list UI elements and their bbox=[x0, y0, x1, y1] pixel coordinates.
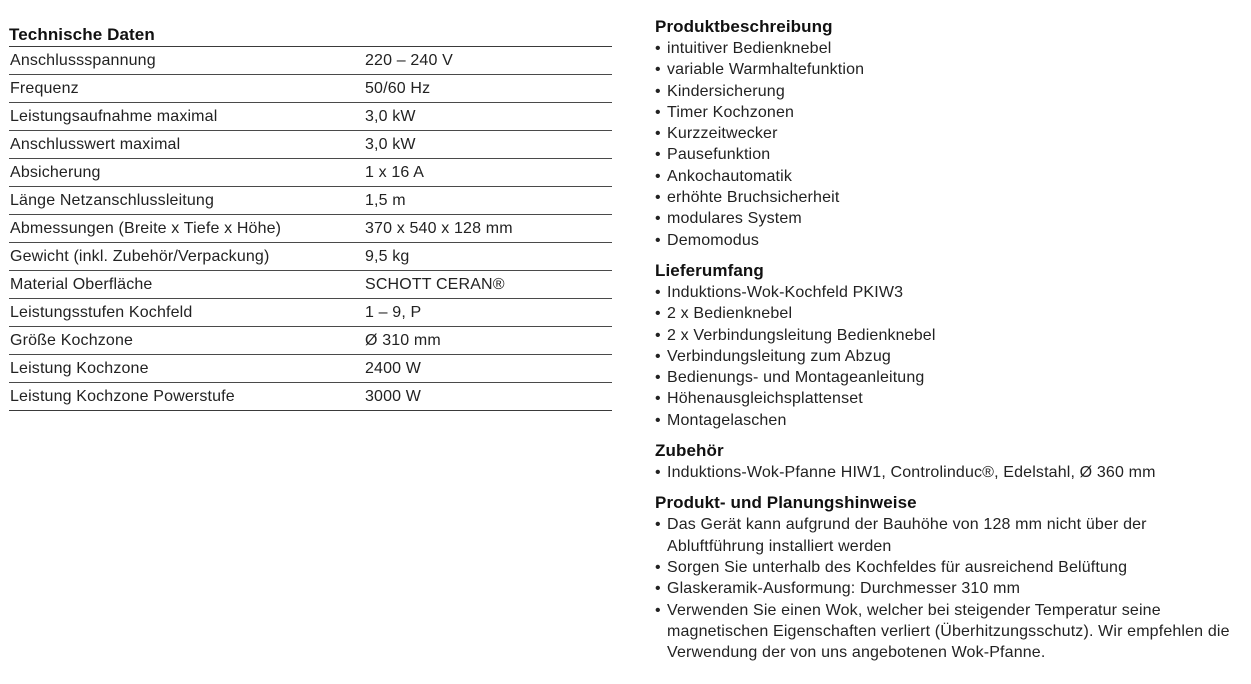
bullet-icon: • bbox=[655, 390, 661, 408]
bullet-icon: • bbox=[655, 61, 661, 79]
bullet-list bbox=[655, 38, 1245, 251]
table-row bbox=[9, 271, 612, 299]
table-row bbox=[9, 327, 612, 355]
spec-label: Anschlusswert maximal bbox=[9, 131, 365, 159]
section-hinweise bbox=[655, 491, 1245, 663]
list-item-text: erhöhte Bruchsicherheit bbox=[667, 189, 840, 207]
section-produktbeschreibung bbox=[655, 15, 1245, 251]
list-item-text: Kurzzeitwecker bbox=[667, 125, 778, 143]
list-item-text: 2 x Verbindungsleitung Bedienknebel bbox=[667, 326, 936, 344]
list-item-text: Verwenden Sie einen Wok, welcher bei steigender Temperatur seine magnetischen Eigenschaften verliert (Überhitzungsschutz). Wir empfehlen die Verwendung der von uns angebotenen Wok-Pfanne. bbox=[667, 601, 1230, 662]
spec-value: 9,5 kg bbox=[365, 243, 612, 271]
spec-label: Abmessungen (Breite x Tiefe x Höhe) bbox=[9, 215, 365, 243]
spec-value: 3,0 kW bbox=[365, 103, 612, 131]
bullet-icon: • bbox=[655, 558, 661, 576]
spec-label: Größe Kochzone bbox=[9, 327, 365, 355]
list-item-text: Timer Kochzonen bbox=[667, 103, 795, 121]
table-row bbox=[9, 355, 612, 383]
list-item bbox=[655, 102, 1245, 123]
list-item-text: Kindersicherung bbox=[667, 82, 785, 100]
list-item-text: Induktions-Wok-Pfanne HIW1, Controlinduc®, Edelstahl, Ø 360 mm bbox=[667, 464, 1156, 482]
spec-value: 1 x 16 A bbox=[365, 159, 612, 187]
bullet-icon: • bbox=[655, 189, 661, 207]
section-title: Lieferumfang bbox=[655, 260, 764, 280]
bullet-icon: • bbox=[655, 580, 661, 598]
technical-data-title: Technische Daten bbox=[9, 20, 612, 47]
table-row bbox=[9, 383, 612, 411]
bullet-icon: • bbox=[655, 326, 661, 344]
list-item bbox=[655, 187, 1245, 208]
bullet-icon: • bbox=[655, 411, 661, 429]
spec-value: SCHOTT CERAN® bbox=[365, 271, 612, 299]
list-item-text: Verbindungsleitung zum Abzug bbox=[667, 347, 891, 365]
list-item bbox=[655, 282, 1245, 303]
bullet-icon: • bbox=[655, 283, 661, 301]
table-row bbox=[9, 159, 612, 187]
technical-data-panel bbox=[9, 20, 612, 411]
section-lieferumfang bbox=[655, 259, 1245, 431]
spec-value: 3,0 kW bbox=[365, 131, 612, 159]
bullet-icon: • bbox=[655, 103, 661, 121]
spec-value: 220 – 240 V bbox=[365, 47, 612, 75]
spec-label: Material Oberfläche bbox=[9, 271, 365, 299]
bullet-icon: • bbox=[655, 146, 661, 164]
list-item-text: Demomodus bbox=[667, 231, 760, 249]
list-item bbox=[655, 388, 1245, 409]
list-item bbox=[655, 123, 1245, 144]
spec-label: Anschlussspannung bbox=[9, 47, 365, 75]
bullet-icon: • bbox=[655, 305, 661, 323]
bullet-icon: • bbox=[655, 601, 661, 619]
spec-label: Absicherung bbox=[9, 159, 365, 187]
list-item bbox=[655, 514, 1245, 557]
spec-value: 2400 W bbox=[365, 355, 612, 383]
table-row bbox=[9, 47, 612, 75]
technical-data-table bbox=[9, 47, 612, 411]
list-item-text: Pausefunktion bbox=[667, 146, 771, 164]
list-item-text: 2 x Bedienknebel bbox=[667, 305, 793, 323]
bullet-icon: • bbox=[655, 516, 661, 534]
list-item bbox=[655, 346, 1245, 367]
table-row bbox=[9, 131, 612, 159]
table-row bbox=[9, 243, 612, 271]
section-zubehoer bbox=[655, 439, 1245, 483]
list-item-text: Bedienungs- und Montageanleitung bbox=[667, 369, 925, 387]
bullet-list bbox=[655, 514, 1245, 663]
bullet-icon: • bbox=[655, 347, 661, 365]
spec-label: Leistung Kochzone Powerstufe bbox=[9, 383, 365, 411]
bullet-icon: • bbox=[655, 167, 661, 185]
bullet-icon: • bbox=[655, 464, 661, 482]
table-row bbox=[9, 187, 612, 215]
list-item bbox=[655, 59, 1245, 80]
bullet-list bbox=[655, 282, 1245, 431]
list-item bbox=[655, 230, 1245, 251]
list-item bbox=[655, 144, 1245, 165]
spec-value: 3000 W bbox=[365, 383, 612, 411]
bullet-icon: • bbox=[655, 369, 661, 387]
table-row bbox=[9, 103, 612, 131]
list-item-text: Induktions-Wok-Kochfeld PKIW3 bbox=[667, 283, 904, 301]
list-item bbox=[655, 367, 1245, 388]
spec-label: Gewicht (inkl. Zubehör/Verpackung) bbox=[9, 243, 365, 271]
table-row bbox=[9, 75, 612, 103]
list-item bbox=[655, 600, 1245, 664]
list-item-text: Glaskeramik-Ausformung: Durchmesser 310 mm bbox=[667, 580, 1021, 598]
list-item-text: modulares System bbox=[667, 210, 802, 228]
section-title: Produkt- und Planungshinweise bbox=[655, 493, 917, 513]
section-title: Zubehör bbox=[655, 441, 724, 461]
list-item bbox=[655, 208, 1245, 229]
bullet-icon: • bbox=[655, 82, 661, 100]
bullet-icon: • bbox=[655, 125, 661, 143]
spec-value: 1 – 9, P bbox=[365, 299, 612, 327]
list-item-text: Das Gerät kann aufgrund der Bauhöhe von 128 mm nicht über der Abluftführung installiert werden bbox=[667, 516, 1147, 555]
list-item-text: Montagelaschen bbox=[667, 411, 787, 429]
list-item bbox=[655, 410, 1245, 431]
product-info-panel bbox=[655, 15, 1245, 671]
bullet-list bbox=[655, 462, 1245, 483]
bullet-icon: • bbox=[655, 40, 661, 57]
spec-label: Leistung Kochzone bbox=[9, 355, 365, 383]
table-row bbox=[9, 215, 612, 243]
bullet-icon: • bbox=[655, 210, 661, 228]
spec-label: Länge Netzanschlussleitung bbox=[9, 187, 365, 215]
spec-value: 1,5 m bbox=[365, 187, 612, 215]
list-item-text: variable Warmhaltefunktion bbox=[667, 61, 865, 79]
spec-label: Leistungsaufnahme maximal bbox=[9, 103, 365, 131]
list-item-text: intuitiver Bedienknebel bbox=[667, 40, 832, 57]
spec-label: Leistungsstufen Kochfeld bbox=[9, 299, 365, 327]
list-item-text: Sorgen Sie unterhalb des Kochfeldes für ausreichend Belüftung bbox=[667, 558, 1128, 576]
spec-value: 50/60 Hz bbox=[365, 75, 612, 103]
list-item-text: Ankochautomatik bbox=[667, 167, 792, 185]
spec-value: 370 x 540 x 128 mm bbox=[365, 215, 612, 243]
section-title: Produktbeschreibung bbox=[655, 17, 833, 36]
spec-label: Frequenz bbox=[9, 75, 365, 103]
spec-value: Ø 310 mm bbox=[365, 327, 612, 355]
list-item-text: Höhenausgleichsplattenset bbox=[667, 390, 863, 408]
list-item bbox=[655, 557, 1245, 578]
list-item bbox=[655, 38, 1245, 59]
bullet-icon: • bbox=[655, 231, 661, 249]
list-item bbox=[655, 166, 1245, 187]
list-item bbox=[655, 325, 1245, 346]
list-item bbox=[655, 462, 1245, 483]
list-item bbox=[655, 303, 1245, 324]
list-item bbox=[655, 81, 1245, 102]
table-row bbox=[9, 299, 612, 327]
list-item bbox=[655, 578, 1245, 599]
